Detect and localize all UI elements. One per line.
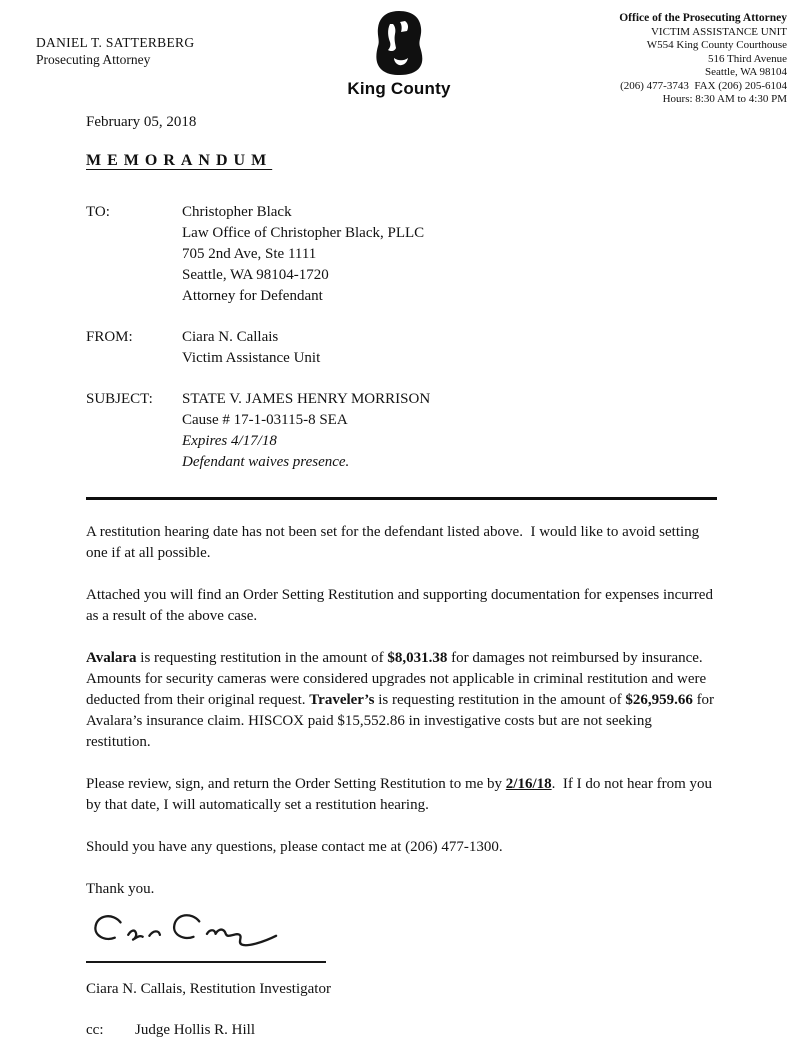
letterhead-left: [36, 34, 194, 68]
signer-name-title: Ciara N. Callais, Restitution Investigator: [86, 981, 331, 997]
memo-from-line: Ciara N. Callais: [182, 329, 279, 345]
text-segment: is requesting restitution in the amount of: [374, 692, 626, 708]
office-address-line: Seattle, WA 98104: [705, 66, 787, 78]
signature-image: [86, 908, 326, 954]
memo-header-fields: [86, 202, 717, 473]
memo-to-line: Seattle, WA 98104-1720: [182, 267, 329, 283]
office-address-line: W554 King County Courthouse: [646, 39, 787, 51]
text-segment: is requesting restitution in the amount of: [136, 650, 388, 666]
divider-rule: [86, 497, 717, 500]
office-name: Office of the Prosecuting Attorney: [619, 12, 787, 24]
memo-subject-note: Defendant waives presence.: [182, 454, 350, 470]
memo-subject-row: [86, 389, 717, 473]
office-unit: VICTIM ASSISTANCE UNIT: [650, 25, 787, 38]
memo-title: MEMORANDUM: [86, 152, 273, 169]
memo-from-row: [86, 327, 717, 369]
letterhead-right: [619, 12, 787, 107]
memo-from-line: Victim Assistance Unit: [182, 350, 321, 366]
memo-from-value: [182, 327, 320, 369]
org-travelers: Traveler’s: [309, 692, 375, 708]
letterhead-center: [328, 10, 470, 99]
memo-to-row: [86, 202, 717, 307]
cc-label: cc:: [86, 1022, 104, 1038]
memo-to-label: TO:: [86, 204, 110, 220]
king-county-wordmark: King County: [347, 79, 451, 98]
attorney-name: DANIEL T. SATTERBERG: [36, 35, 195, 50]
due-date: 2/16/18: [505, 776, 552, 792]
memo-subject-line: Cause # 17-1-03115-8 SEA: [182, 412, 348, 428]
org-avalara: Avalara: [86, 650, 137, 666]
memo-subject-note: Expires 4/17/18: [182, 433, 277, 449]
amount-avalara: $8,031.38: [387, 650, 448, 666]
memo-to-line: Law Office of Christopher Black, PLLC: [182, 225, 425, 241]
office-hours: Hours: 8:30 AM to 4:30 PM: [662, 93, 787, 105]
body-paragraph: [86, 648, 717, 753]
cc-name: Judge Hollis R. Hill: [135, 1022, 256, 1038]
attorney-title: Prosecuting Attorney: [36, 52, 151, 67]
text-segment: for damages not reimbursed by insurance. Amounts for security cameras were considered upgrades not applicable in criminal restitution and were deducted from their original request.: [86, 650, 707, 708]
office-address-line: 516 Third Avenue: [707, 52, 787, 65]
body-paragraph: Attached you will find an Order Setting Restitution and supporting documentation for expenses incurred as a result of the above case.: [86, 587, 713, 624]
cc-row: [86, 1020, 717, 1038]
memo-to-value: [182, 202, 424, 307]
body-paragraph: [86, 774, 717, 816]
signature-block: [86, 908, 326, 963]
text-segment: Please review, sign, and return the Order Setting Restitution to me by: [86, 776, 506, 792]
closing-line: Thank you.: [86, 881, 155, 897]
body-paragraph: Should you have any questions, please contact me at (206) 477-1300.: [86, 839, 503, 855]
body-paragraph: A restitution hearing date has not been set for the defendant listed above. I would like to avoid setting one if at all possible.: [86, 524, 700, 561]
memo-date: February 05, 2018: [86, 114, 197, 130]
text-segment: . If I do not hear from you by that date, I will automatically set a restitution hearing.: [86, 776, 712, 813]
memo-subject-value: [182, 389, 430, 473]
text-segment: for Avalara’s insurance claim. HISCOX paid $15,552.86 in investigative costs but are not seeking restitution.: [86, 692, 715, 750]
amount-travelers: $26,959.66: [625, 692, 693, 708]
memo-to-line: Attorney for Defendant: [182, 288, 323, 304]
office-phone-fax: (206) 477-3743 FAX (206) 205-6104: [620, 79, 787, 92]
memo-subject-label: SUBJECT:: [86, 391, 153, 407]
king-county-logo-icon: [370, 10, 428, 76]
memo-to-line: Christopher Black: [182, 204, 292, 220]
memo-to-line: 705 2nd Ave, Ste 1111: [182, 246, 317, 262]
memo-content: [86, 108, 717, 1038]
memo-from-label: FROM:: [86, 329, 133, 345]
memo-subject-line: STATE V. JAMES HENRY MORRISON: [182, 391, 431, 407]
